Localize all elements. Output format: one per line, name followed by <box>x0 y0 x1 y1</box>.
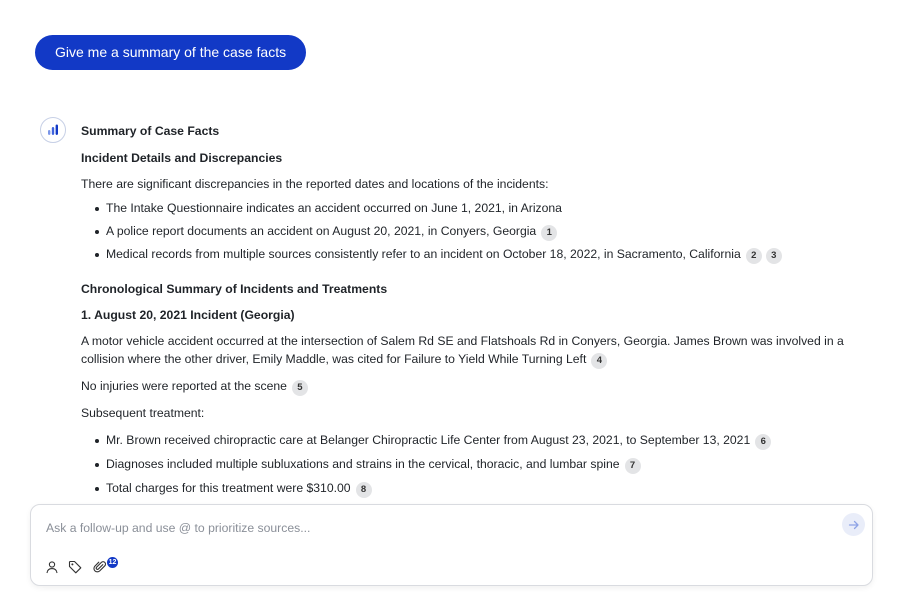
list-item-text: A police report documents an accident on August 20, 2021, in Conyers, Georgia <box>106 224 537 238</box>
citation-badge[interactable]: 2 <box>746 248 762 264</box>
list-item <box>81 222 871 240</box>
citation-badge[interactable]: 4 <box>591 353 607 369</box>
paragraph-text: No injuries were reported at the scene <box>81 379 287 393</box>
discrepancy-list <box>81 199 871 263</box>
list-item <box>81 431 871 449</box>
citation-badge[interactable]: 5 <box>292 380 308 396</box>
answer-title: Summary of Case Facts <box>81 124 220 138</box>
user-message-bubble[interactable]: Give me a summary of the case facts <box>35 35 306 70</box>
citation-badge[interactable]: 3 <box>766 248 782 264</box>
assistant-answer <box>81 122 871 497</box>
list-item <box>81 199 871 217</box>
citation-badge[interactable]: 8 <box>356 482 372 498</box>
section-heading: Chronological Summary of Incidents and Treatments <box>81 282 388 296</box>
list-item-text: Medical records from multiple sources consistently refer to an incident on October 18, 2022, in Sacramento, California <box>106 247 741 261</box>
person-button[interactable] <box>44 559 60 575</box>
list-item <box>81 479 871 497</box>
section-intro: There are significant discrepancies in the reported dates and locations of the incidents: <box>81 177 549 191</box>
tag-button[interactable] <box>67 559 83 575</box>
attachment-count-badge: 12 <box>108 559 117 566</box>
follow-up-input[interactable] <box>46 518 826 538</box>
tag-icon <box>68 560 82 574</box>
list-item-text: Diagnoses included multiple subluxations and strains in the cervical, thoracic, and lumbar spine <box>106 457 620 471</box>
section-heading: Incident Details and Discrepancies <box>81 151 283 165</box>
composer <box>30 504 873 586</box>
list-item-text: Total charges for this treatment were $310.00 <box>106 481 351 495</box>
attach-button[interactable] <box>92 559 108 575</box>
list-item-text: Mr. Brown received chiropractic care at Belanger Chiropractic Life Center from August 23, 2021, to September 13, 2021 <box>106 433 751 447</box>
list-item <box>81 455 871 473</box>
list-item-text: The Intake Questionnaire indicates an accident occurred on June 1, 2021, in Arizona <box>106 201 562 215</box>
paragraph <box>81 377 871 395</box>
paragraph: Subsequent treatment: <box>81 406 205 420</box>
citation-badge[interactable]: 6 <box>755 434 771 450</box>
paragraph-text: A motor vehicle accident occurred at the intersection of Salem Rd SE and Flatshoals Rd in Conyers, Georgia. James Brown was involved in a collision where the other driver, Emily Maddle, was cited for Failure to Yield While Turning Left <box>81 334 844 366</box>
send-arrow-icon <box>848 519 860 531</box>
list-item <box>81 245 871 263</box>
citation-badge[interactable]: 7 <box>625 458 641 474</box>
paperclip-icon <box>93 560 107 574</box>
treatment-list <box>81 431 871 497</box>
section-subheading: 1. August 20, 2021 Incident (Georgia) <box>81 308 295 322</box>
assistant-logo-icon <box>40 117 66 143</box>
citation-badge[interactable]: 1 <box>541 225 557 241</box>
send-button[interactable] <box>842 513 865 536</box>
paragraph <box>81 332 871 369</box>
person-icon <box>45 560 59 574</box>
